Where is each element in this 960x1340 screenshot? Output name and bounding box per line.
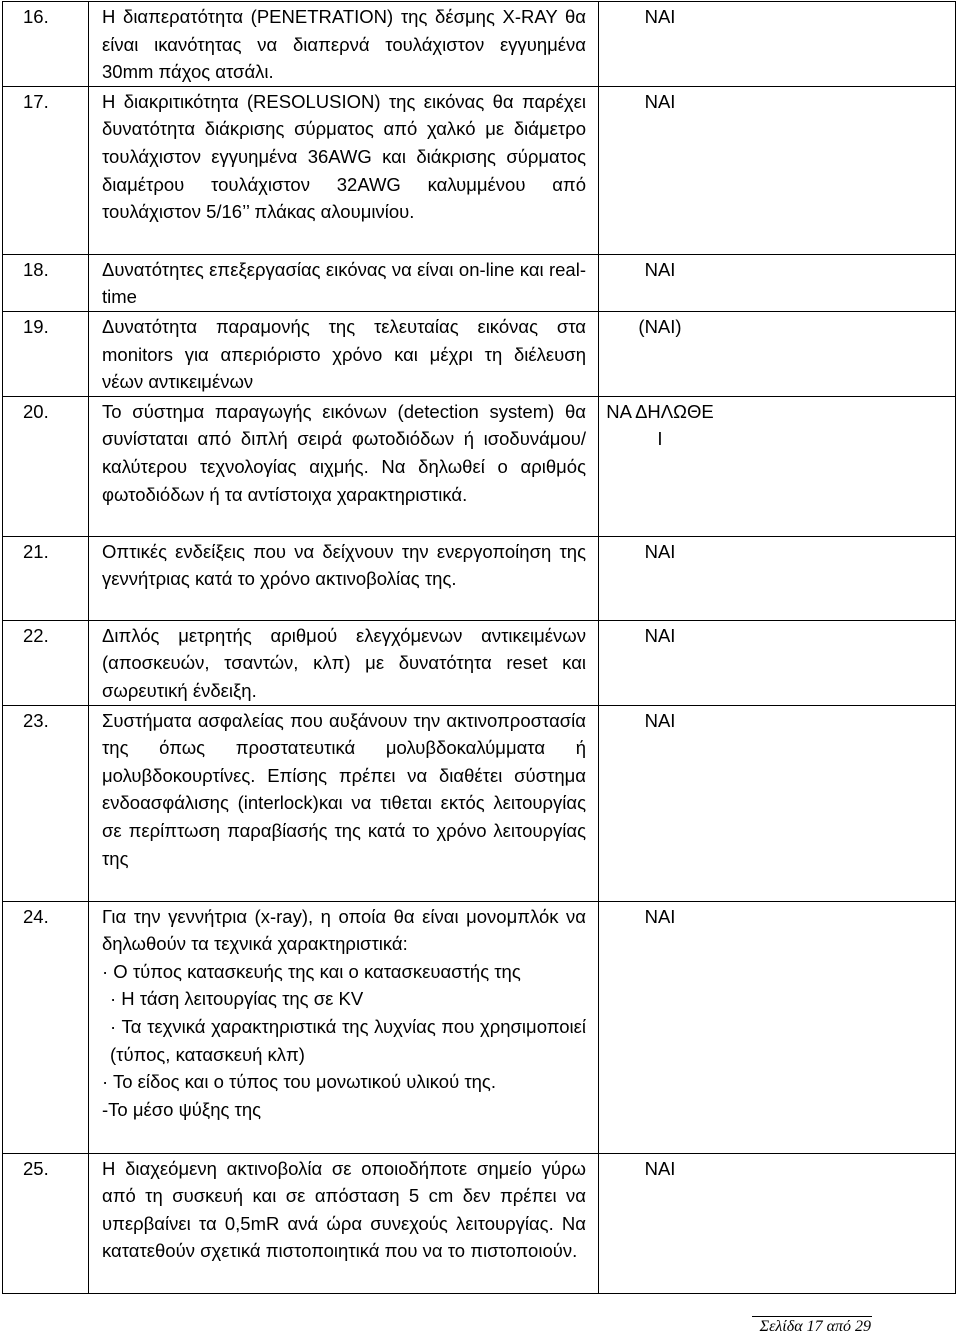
item-answer xyxy=(599,901,956,1153)
table-row xyxy=(3,901,956,1153)
item-answer xyxy=(599,620,956,705)
table-row xyxy=(3,1153,956,1293)
item-description: Η διακριτικότητα (RESOLUSION) της εικόνας θα παρέχει δυνατότητα διάκρισης σύρματος από χαλκό με διάμετρο τουλάχιστον εγγυημένα 36AWG και διάκρισης σύρματος διαμέτρου τουλάχιστον 32AWG καλυμμένου από τουλάχιστον 5/16’’ πλάκας αλουμινίου. xyxy=(89,86,599,254)
footer-divider xyxy=(752,1316,872,1317)
table-row xyxy=(3,620,956,705)
generator-spec-item: -Το μέσο ψύξης της xyxy=(102,1098,262,1120)
item-description xyxy=(89,901,599,1153)
item-number: 20. xyxy=(3,396,89,536)
answer-text: ΝΑ ΔΗΛΩΘΕ Ι xyxy=(606,400,714,450)
generator-intro: Για την γεννήτρια (x-ray), η οποία θα είναι μονομπλόκ να δηλωθούν τα τεχνικά χαρακτηριστικά: xyxy=(102,905,586,955)
item-answer xyxy=(599,2,956,87)
item-number: 25. xyxy=(3,1153,89,1293)
item-number: 16. xyxy=(3,2,89,87)
answer-text: ΝΑΙ xyxy=(644,624,676,646)
item-number: 21. xyxy=(3,536,89,620)
item-description: Συστήματα ασφαλείας που αυξάνουν την ακτινοπροστασία της όπως προστατευτικά μολυβδοκαλύμματα ή μολυβδοκουρτίνες. Επίσης πρέπει να διαθέτει σύστημα ενδοασφάλισης (interlock)και να τιθεται εκτός λειτουργίας σε περίπτωση παραβίασής της κατά το χρόνο λειτουργίας της xyxy=(89,705,599,901)
item-number: 23. xyxy=(3,705,89,901)
blank-line xyxy=(102,1123,586,1150)
answer-text: ΝΑΙ xyxy=(644,258,676,280)
item-answer xyxy=(599,536,956,620)
generator-spec-item: · Η τάση λειτουργίας της σε KV xyxy=(110,988,364,1010)
item-answer xyxy=(599,86,956,254)
item-number: 19. xyxy=(3,311,89,396)
item-description: Η διαχεόμενη ακτινοβολία σε οποιοδήποτε σημείο γύρω από τη συσκευή και σε απόσταση 5 cm δεν πρέπει να υπερβαίνει τα 0,5mR ανά ώρα συνεχούς λειτουργίας. Να κατατεθούν σχετικά πιστοποιητικά που να το πιστοποιούν. xyxy=(89,1153,599,1293)
specifications-table xyxy=(2,1,956,1294)
table-row xyxy=(3,311,956,396)
table-row xyxy=(3,254,956,311)
generator-spec-item: · Ο τύπος κατασκευής της και ο κατασκευαστής της xyxy=(102,960,521,982)
item-number: 18. xyxy=(3,254,89,311)
page-number: Σελίδα 17 από 29 xyxy=(759,1318,871,1335)
item-answer xyxy=(599,1153,956,1293)
item-number: 24. xyxy=(3,901,89,1153)
answer-text: ΝΑΙ xyxy=(644,709,676,731)
item-description: Το σύστημα παραγωγής εικόνων (detection system) θα συνίσταται από διπλή σειρά φωτοδιόδων ή ισοδυνάμου/καλύτερου τεχνολογίας αιχμής. Να δηλωθεί ο αριθμός φωτοδιόδων ή τα αντίστοιχα χαρακτηριστικά. xyxy=(89,396,599,536)
table-row xyxy=(3,86,956,254)
generator-spec-item: · Το είδος και ο τύπος του μονωτικού υλικού της. xyxy=(102,1071,496,1093)
item-description: Δυνατότητες επεξεργασίας εικόνας να είναι on-line και real-time xyxy=(89,254,599,311)
table-row xyxy=(3,536,956,620)
table-row xyxy=(3,705,956,901)
item-description: Δυνατότητα παραμονής της τελευταίας εικόνας στα monitors για απεριόριστο χρόνο και μέχρι τη διέλευση νέων αντικειμένων xyxy=(89,311,599,396)
answer-text: ΝΑΙ xyxy=(644,6,676,27)
answer-text: ΝΑΙ xyxy=(644,90,676,112)
item-description: Η διαπερατότητα (PENETRATION) της δέσμης X-RAY θα είναι ικανότητας να διαπερνά τουλάχιστον εγγυημένα 30mm πάχος ατσάλι. xyxy=(89,2,599,87)
answer-text: (ΝΑΙ) xyxy=(638,315,682,337)
item-answer xyxy=(599,311,956,396)
table-row xyxy=(3,2,956,87)
item-number: 22. xyxy=(3,620,89,705)
answer-text: ΝΑΙ xyxy=(644,905,676,927)
item-description: Διπλός μετρητής αριθμού ελεγχόμενων αντικειμένων (αποσκευών, τσαντών, κλπ) με δυνατότητα reset και σωρευτική ένδειξη. xyxy=(89,620,599,705)
generator-spec-item: · Τα τεχνικά χαρακτηριστικά της λυχνίας που χρησιμοποιεί (τύπος, κατασκευή κλπ) xyxy=(110,1015,586,1065)
item-answer xyxy=(599,254,956,311)
item-description: Οπτικές ενδείξεις που να δείχνουν την ενεργοποίηση της γεννήτριας κατά το χρόνο ακτινοβολίας της. xyxy=(89,536,599,620)
item-number: 17. xyxy=(3,86,89,254)
item-answer xyxy=(599,396,956,536)
item-answer xyxy=(599,705,956,901)
table-row xyxy=(3,396,956,536)
answer-text: ΝΑΙ xyxy=(644,1157,676,1179)
answer-text: ΝΑΙ xyxy=(644,540,676,562)
